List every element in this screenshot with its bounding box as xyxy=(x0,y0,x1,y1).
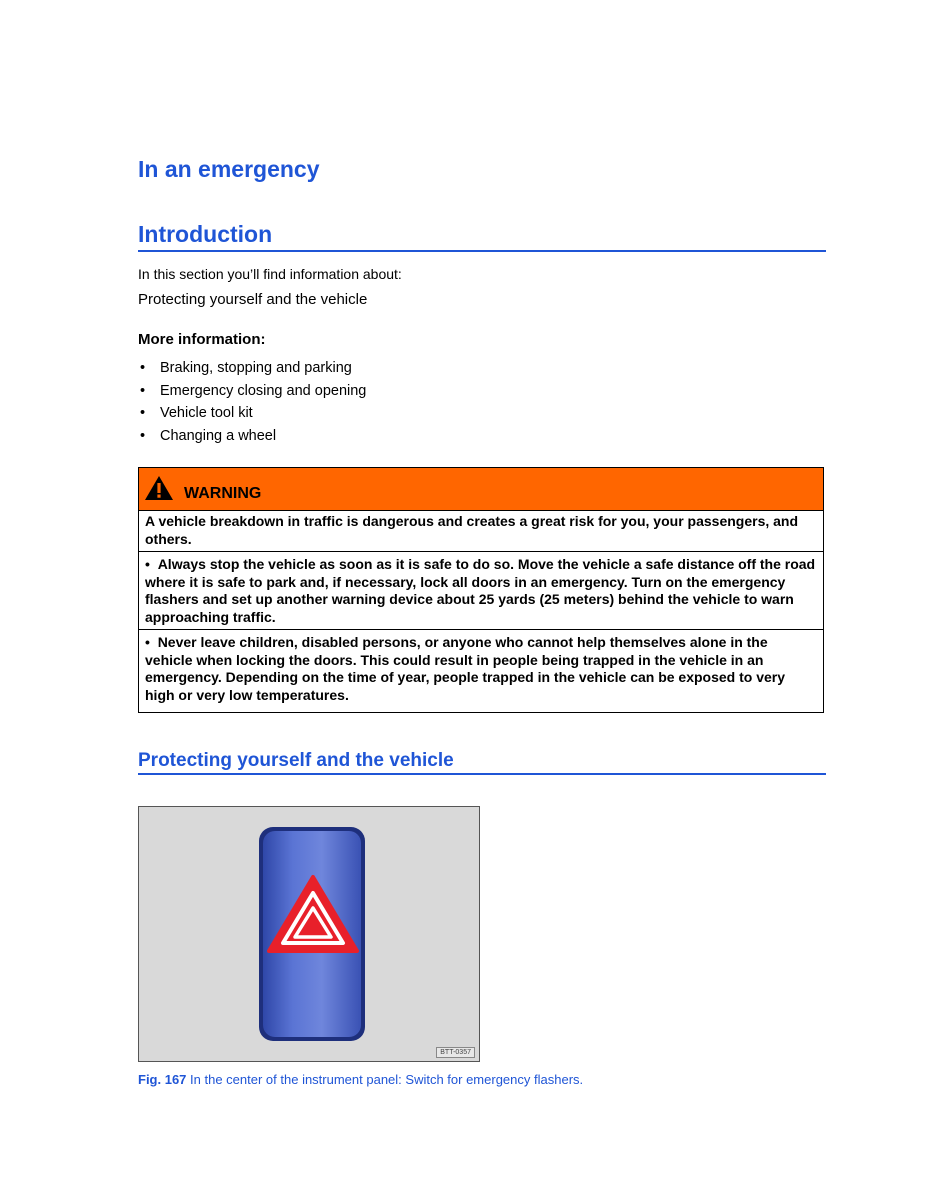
warning-item xyxy=(145,634,817,704)
section-title-introduction: Introduction xyxy=(138,221,826,252)
list-item[interactable] xyxy=(138,357,366,380)
hazard-switch-illustration xyxy=(139,807,481,1063)
warning-title: WARNING xyxy=(184,485,262,502)
list-item-label: Emergency closing and opening xyxy=(160,382,367,399)
list-item[interactable] xyxy=(138,402,366,425)
warning-header xyxy=(139,468,823,511)
bullet: • xyxy=(140,382,146,399)
bullet: • xyxy=(140,360,146,376)
figure-caption xyxy=(138,1072,583,1087)
list-item[interactable] xyxy=(138,425,366,448)
bullet: • xyxy=(145,634,150,650)
warning-body xyxy=(139,511,823,712)
more-information-heading: More information: xyxy=(138,331,266,348)
warning-item-text: Never leave children, disabled persons, or anyone who cannot help themselves alone in the vehicle when locking the doors. This could result in people being trapped in the vehicle in an emergency. Depending on the time of year, people trapped in the vehicle can be exposed to very high or very low temperatures. xyxy=(145,634,786,703)
intro-text: In this section you’ll find information about: xyxy=(138,266,402,282)
intro-link[interactable]: Protecting yourself and the vehicle xyxy=(138,291,368,308)
figure-caption-text: In the center of the instrument panel: Switch for emergency flashers. xyxy=(190,1072,584,1087)
list-item[interactable] xyxy=(138,380,366,403)
list-item-label: Changing a wheel xyxy=(160,427,277,444)
bullet: • xyxy=(140,405,146,421)
chapter-title: In an emergency xyxy=(138,156,320,182)
list-item-label: Braking, stopping and parking xyxy=(160,360,352,376)
section-title-protecting: Protecting yourself and the vehicle xyxy=(138,750,826,775)
warning-item xyxy=(139,556,823,630)
figure-code: BTT-0357 xyxy=(436,1047,475,1058)
warning-triangle-icon xyxy=(144,475,174,501)
more-information-list xyxy=(138,357,366,447)
bullet: • xyxy=(140,427,146,444)
warning-item-text: Always stop the vehicle as soon as it is safe to do so. Move the vehicle a safe distance off the road where it is safe to park and, if necessary, lock all doors in an emergency. Turn on the emergency flashers and set up another warning device about 25 yards (25 meters) behind the vehicle to warn approaching traffic. xyxy=(145,556,816,625)
warning-intro: A vehicle breakdown in traffic is dangerous and creates a great risk for you, your passengers, and others. xyxy=(139,513,823,552)
bullet: • xyxy=(145,556,150,572)
figure-hazard-switch xyxy=(138,806,480,1062)
list-item-label: Vehicle tool kit xyxy=(160,405,253,421)
warning-box xyxy=(138,467,824,713)
figure-label: Fig. 167 xyxy=(138,1072,187,1087)
